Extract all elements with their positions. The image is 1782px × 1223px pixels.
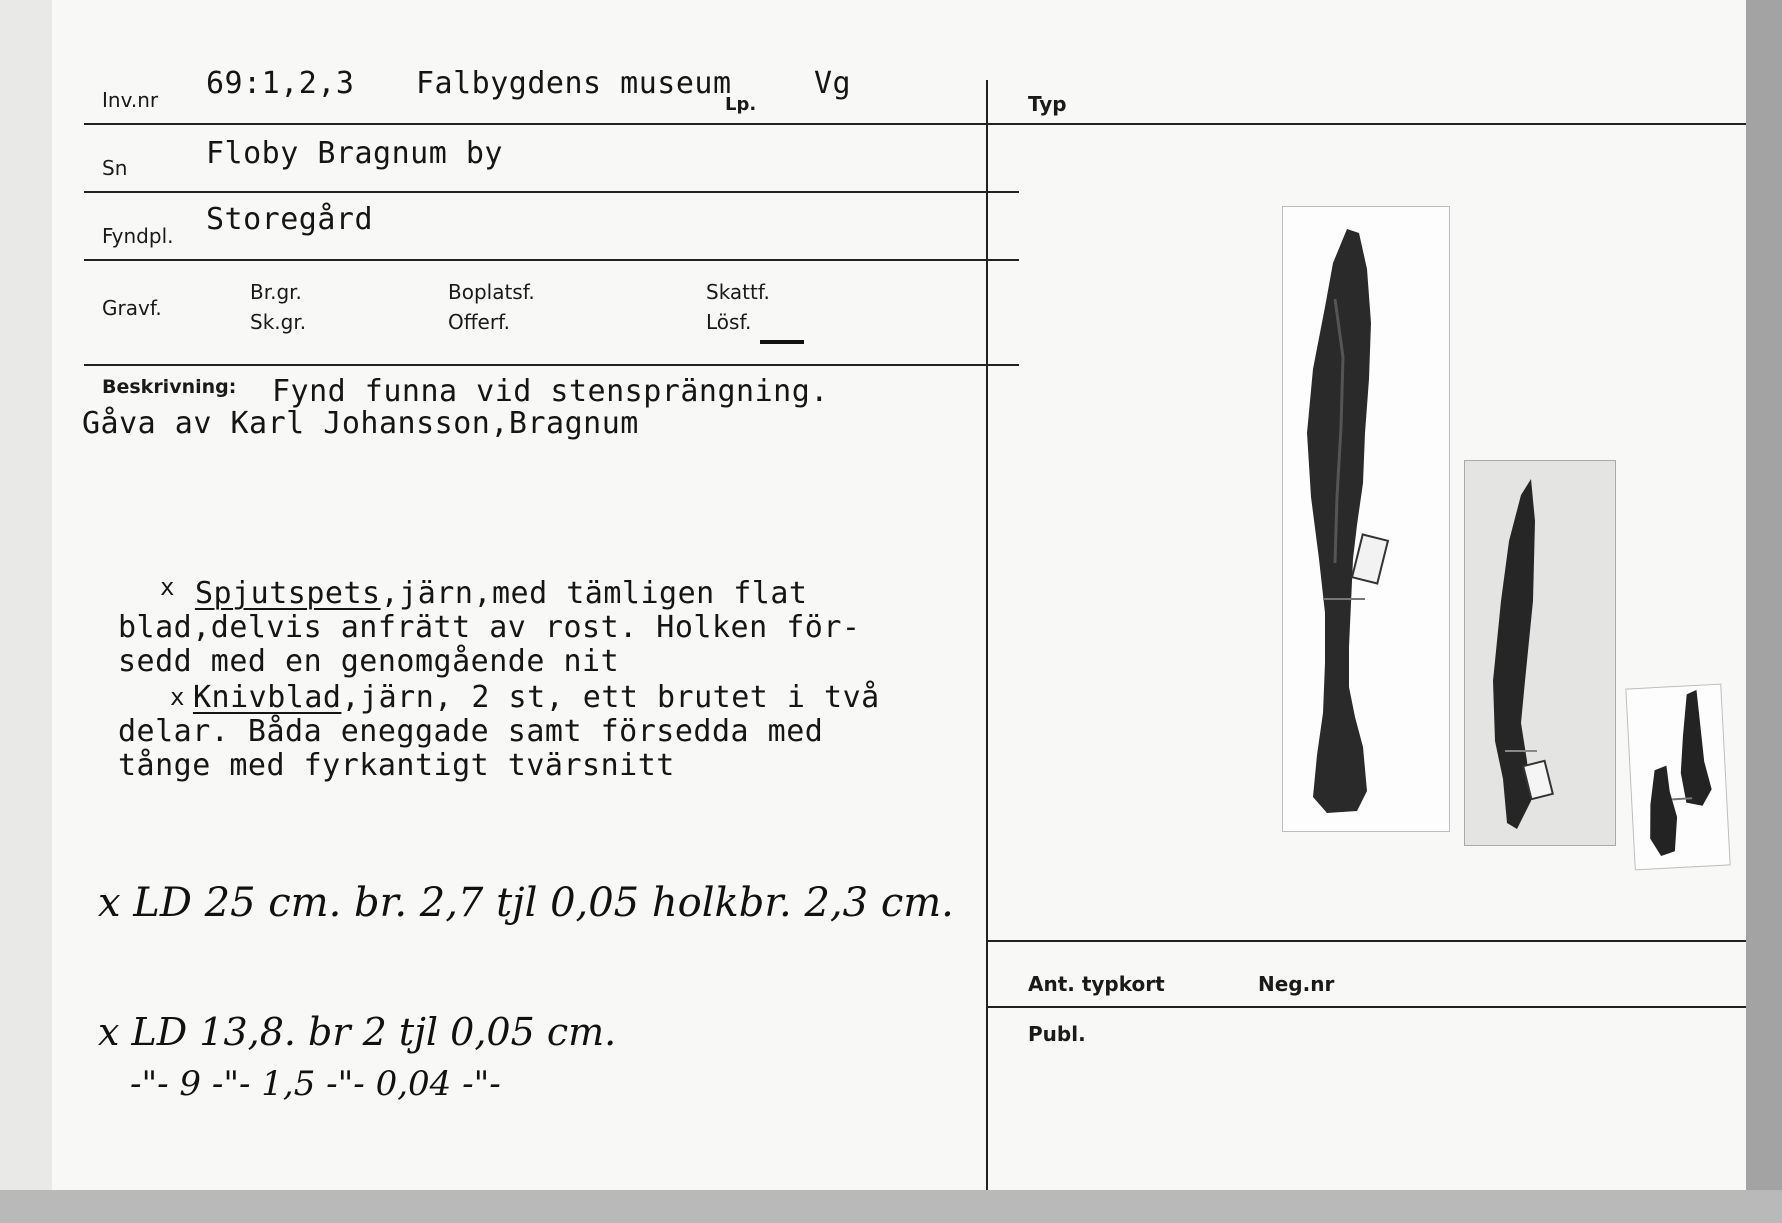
handwritten-line-3: -"- 9 -"- 1,5 -"- 0,04 -"- (130, 1064, 501, 1104)
neg-nr-label: Neg.nr (1258, 972, 1335, 996)
description-line-2: Gåva av Karl Johansson,Bragnum (82, 406, 639, 441)
item-1-line-2: blad,delvis anfrätt av rost. Holken för- (118, 610, 861, 645)
rule-gravf (84, 364, 1019, 366)
offerf-label: Offerf. (448, 310, 510, 334)
inv-nr-label: Inv.nr (102, 88, 159, 112)
item-2-rest: ,järn, 2 st, ett brutet i två (341, 680, 880, 715)
item-2-line-3: tånge med fyrkantigt tvärsnitt (118, 748, 675, 783)
description-line-1: Fynd funna vid stensprängning. (272, 374, 829, 409)
region-value: Vg (814, 66, 852, 101)
rule-fyndpl (84, 259, 1019, 261)
rule-ant-typkort (988, 1006, 1746, 1008)
ant-typkort-label: Ant. typkort (1028, 972, 1165, 996)
spearhead-image (1283, 207, 1449, 831)
br-gr-label: Br.gr. (250, 280, 302, 304)
item-2-name: Knivblad (192, 680, 342, 715)
scan-bottom-edge (0, 1190, 1782, 1223)
losf-label: Lösf. (706, 310, 752, 334)
handwritten-line-1: x LD 25 cm. br. 2,7 tjl 0,05 holkbr. 2,3 cm. (98, 880, 954, 926)
handwritten-line-2: x LD 13,8. br 2 tjl 0,05 cm. (98, 1010, 617, 1054)
broken-knife-image (1626, 685, 1729, 870)
item-1-name: Spjutspets (194, 576, 381, 611)
sn-label: Sn (102, 156, 128, 180)
typ-label: Typ (1028, 92, 1067, 116)
sk-gr-label: Sk.gr. (250, 310, 307, 334)
item-2-mark: x (170, 683, 185, 711)
rule-sn (84, 191, 1019, 193)
lp-label: Lp. (725, 94, 757, 115)
inv-nr-value: 69:1,2,3 (206, 66, 355, 101)
scan-right-edge (1746, 0, 1782, 1223)
item-1-line-3: sedd med en genomgående nit (118, 644, 620, 679)
center-divider (986, 80, 988, 1190)
item-2-line-1 (170, 680, 880, 715)
museum-value: Falbygdens museum (416, 66, 732, 101)
item-1-line-1 (160, 573, 808, 611)
scan-left-edge (0, 0, 52, 1190)
sn-value: Floby Bragnum by (206, 136, 503, 171)
losf-underline (760, 340, 804, 344)
boplatsf-label: Boplatsf. (448, 280, 535, 304)
rule-typ-bottom (988, 940, 1746, 942)
item-1-rest: ,järn,med tämligen flat (380, 576, 808, 611)
fyndpl-value: Storegård (206, 202, 374, 237)
item-1-mark: x (160, 573, 175, 601)
broken-knife-photo (1625, 684, 1730, 871)
gravf-label: Gravf. (102, 296, 162, 320)
rule-typ (988, 123, 1746, 125)
beskrivning-label: Beskrivning: (102, 376, 237, 398)
fyndpl-label: Fyndpl. (102, 224, 174, 248)
knife-blade-photo (1464, 460, 1616, 846)
rule-invnr (84, 123, 1019, 125)
knife-blade-image (1465, 461, 1615, 845)
spearhead-photo (1282, 206, 1450, 832)
skattf-label: Skattf. (706, 280, 770, 304)
publ-label: Publ. (1028, 1022, 1086, 1046)
catalog-card (52, 0, 1746, 1190)
item-2-line-2: delar. Båda eneggade samt försedda med (118, 714, 824, 749)
